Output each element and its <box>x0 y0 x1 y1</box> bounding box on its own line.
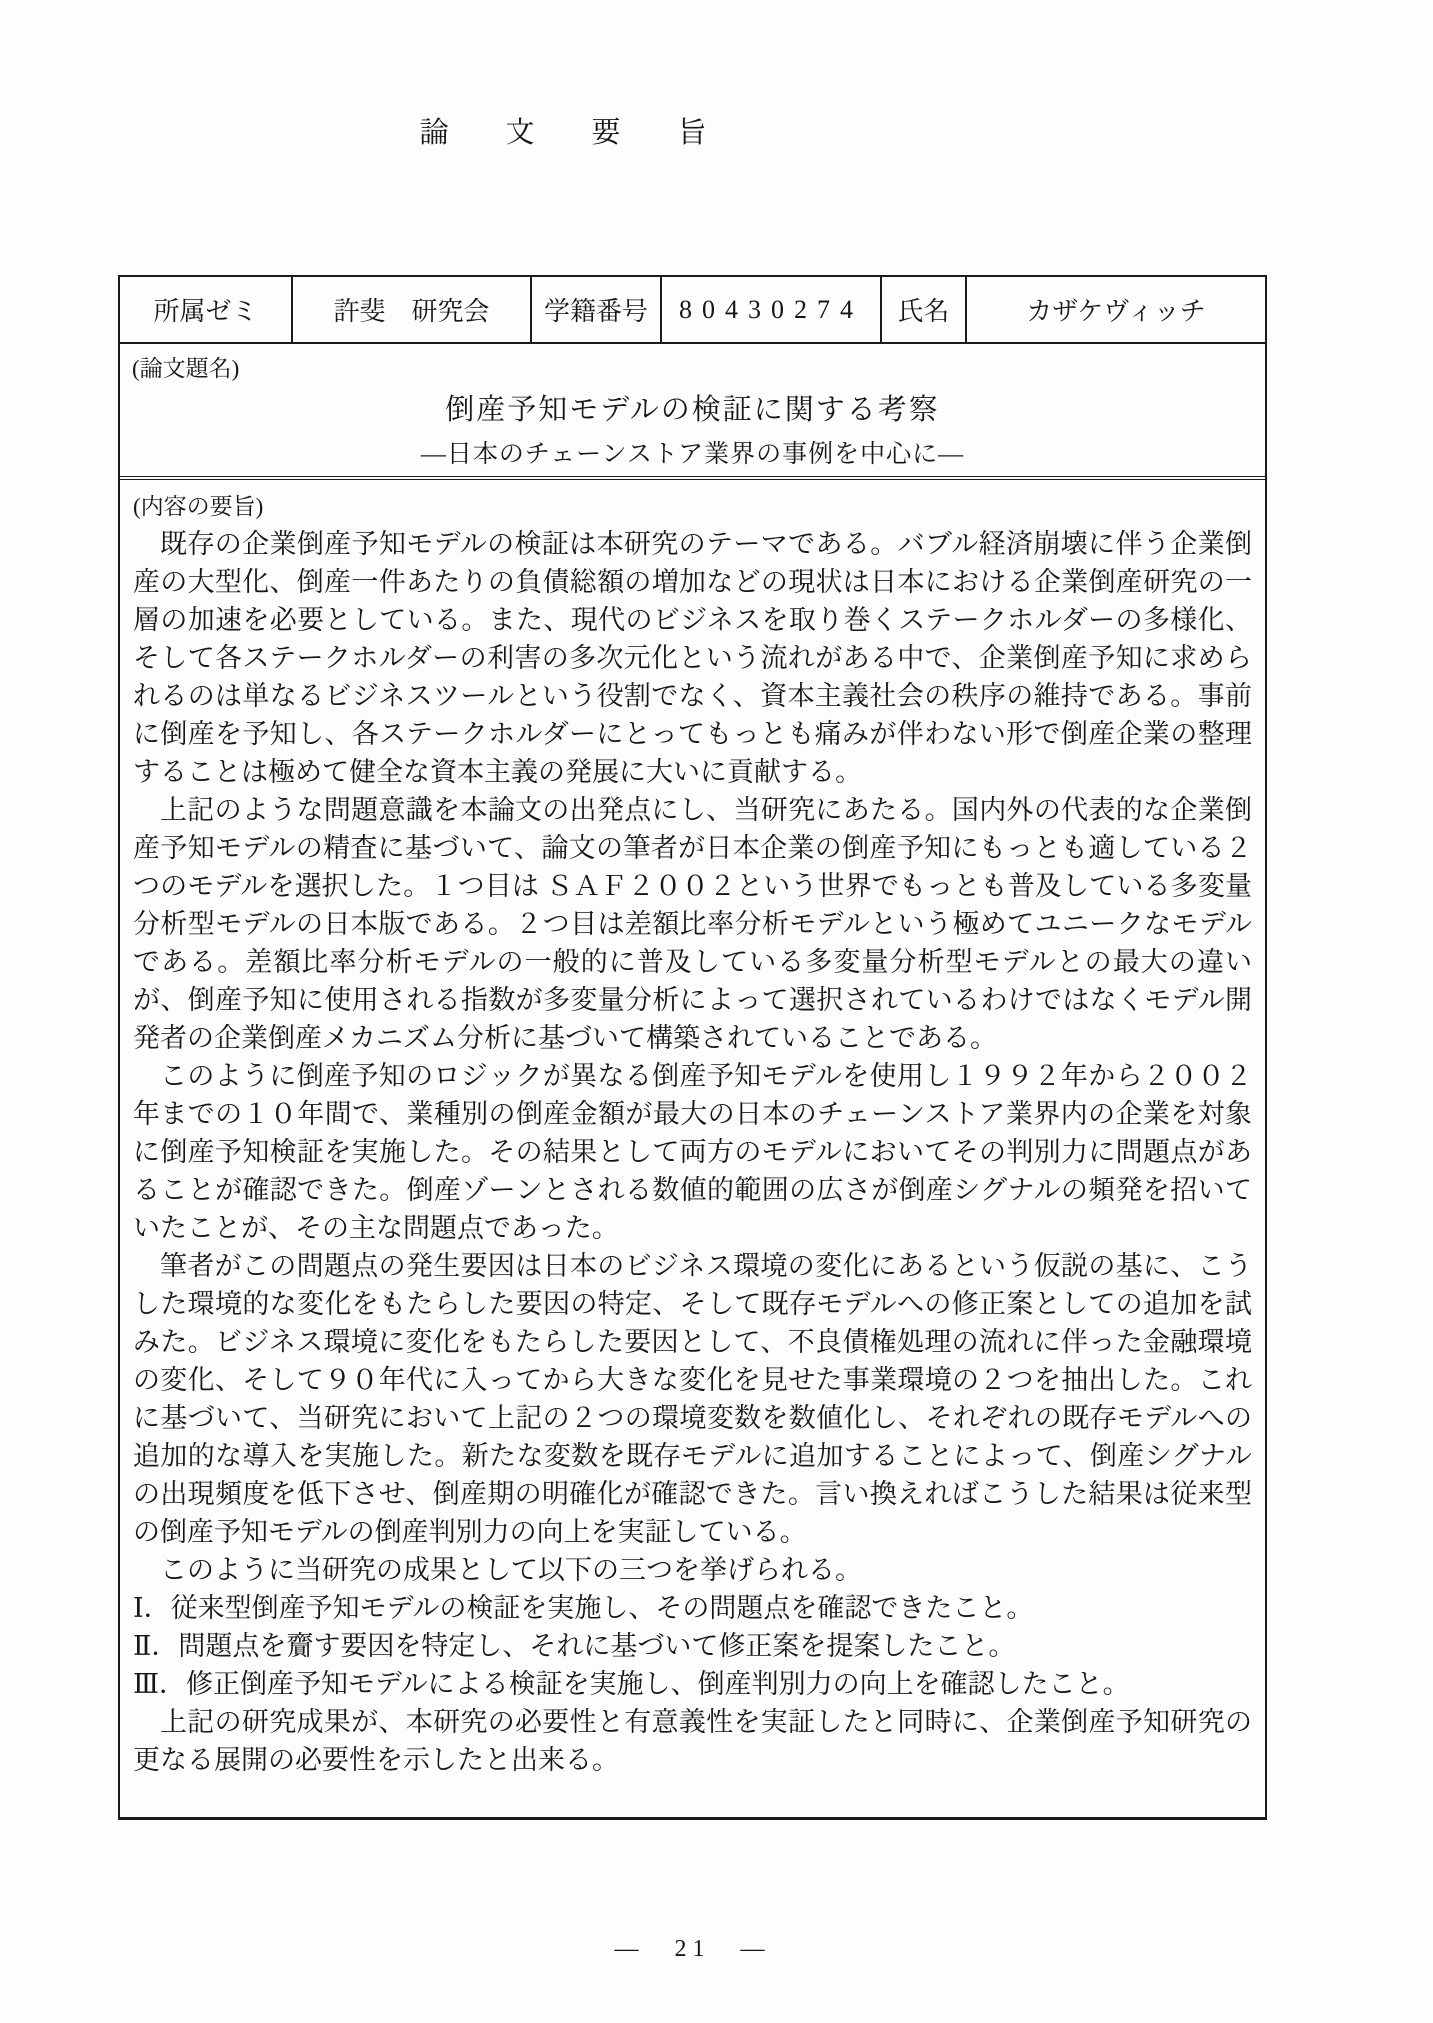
finding-item-3: Ⅲ．修正倒産予知モデルによる検証を実施し、倒産判別力の向上を確認したこと。 <box>133 1669 1130 1699</box>
abstract-paragraph-2: 上記のような問題意識を本論文の出発点にし、当研究にあたる。国内外の代表的な企業倒産予知モデルの精査に基づいて、論文の筆者が日本企業の倒産予知にもっとも適している２つのモデルを選択した。１つ目は ＳＡＦ２００２という世界でもっとも普及している多変量分析型モデルの日本版である。２つ目は差額比率分析モデルという極めてユニークなモデルである。差額比率分析モデルの一般的に普及している多変量分析型モデルとの最大の違いが、倒産予知に使用される指数が多変量分析によって選択されているわけではなくモデル開発者の企業倒産メカニズム分析に基づいて構築されていることである。 <box>133 795 1252 1053</box>
abstract-paragraph-4: 筆者がこの問題点の発生要因は日本のビジネス環境の変化にあるという仮説の基に、こうした環境的な変化をもたらした要因の特定、そして既存モデルへの修正案としての追加を試みた。ビジネス環境に変化をもたらした要因として、不良債権処理の流れに伴った金融環境の変化、そして９０年代に入ってから大きな変化を見せた事業環境の２つを抽出した。これに基づいて、当研究において上記の２つの環境変数を数値化し、それぞれの既存モデルへの追加的な導入を実施した。新たな変数を既存モデルに追加することによって、倒産シグナルの出現頻度を低下させ、倒産期の明確化が確認できた。言い換えればこうした結果は従来型の倒産予知モデルの倒産判別力の向上を実証している。 <box>133 1251 1252 1547</box>
thesis-title-section-label: (論文題名) <box>132 356 240 381</box>
seminar-value: 許斐 研究会 <box>293 277 532 342</box>
finding-item-1: Ⅰ．従来型倒産予知モデルの検証を実施し、その問題点を確認できたこと。 <box>133 1593 1034 1623</box>
finding-item-2: Ⅱ．問題点を齎す要因を特定し、それに基づいて修正案を提案したこと。 <box>133 1631 1016 1661</box>
thesis-title-section <box>120 344 1265 480</box>
document-title: 論 文 要 旨 <box>419 117 721 149</box>
header-row <box>120 277 1265 344</box>
abstract-paragraph-3: このように倒産予知のロジックが異なる倒産予知モデルを使用し１９９２年から２００２年までの１０年間で、業種別の倒産金額が最大の日本のチェーンストア業界内の企業を対象に倒産予知検証を実施した。その結果として両方のモデルにおいてその判別力に問題点があることが確認できた。倒産ゾーンとされる数値的範囲の広さが倒産シグナルの頻発を招いていたことが、その主な問題点であった。 <box>133 1061 1252 1243</box>
abstract-section <box>120 480 1265 1822</box>
abstract-paragraph-1: 既存の企業倒産予知モデルの検証は本研究のテーマである。バブル経済崩壊に伴う企業倒産の大型化、倒産一件あたりの負債総額の増加などの現状は日本における企業倒産研究の一層の加速を必要としている。また、現代のビジネスを取り巻くステークホルダーの多様化、そして各ステークホルダーの利害の多次元化という流れがある中で、企業倒産予知に求められるのは単なるビジネスツールという役割でなく、資本主義社会の秩序の維持である。事前に倒産を予知し、各ステークホルダーにとってもっとも痛みが伴わない形で倒産企業の整理することは極めて健全な資本主義の発展に大いに貢献する。 <box>133 529 1252 787</box>
name-label: 氏名 <box>882 277 967 342</box>
seminar-label: 所属ゼミ <box>120 277 293 342</box>
abstract-section-label: (内容の要旨) <box>133 494 264 519</box>
student-id-value: 80430274 <box>662 277 882 342</box>
name-value: カザケヴィッチ <box>1026 297 1206 326</box>
abstract-paragraph-5: このように当研究の成果として以下の三つを挙げられる。 <box>160 1555 862 1585</box>
page-number: ― 21 ― <box>614 1936 771 1962</box>
abstract-form <box>118 275 1267 1820</box>
abstract-closing-paragraph: 上記の研究成果が、本研究の必要性と有意義性を実証したと同時に、企業倒産予知研究の更なる展開の必要性を示したと出来る。 <box>133 1707 1252 1775</box>
thesis-title: 倒産予知モデルの検証に関する考察 <box>445 394 940 426</box>
thesis-subtitle: ―日本のチェーンストア業界の事例を中心に― <box>420 441 965 468</box>
student-id-label: 学籍番号 <box>532 277 662 342</box>
